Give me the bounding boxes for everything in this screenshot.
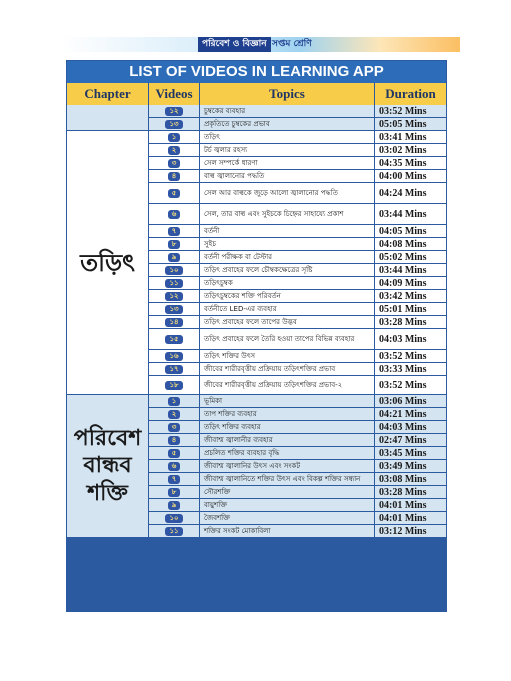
chapter-cell: তড়িৎ — [67, 131, 149, 395]
topic-cell: সেল সম্পর্কে ধারণা — [200, 157, 375, 169]
video-number-badge: ১৬ — [165, 352, 182, 361]
table-row — [149, 105, 446, 118]
table-row — [149, 460, 446, 473]
table-row — [149, 290, 446, 303]
duration-cell: 04:03 Mins — [375, 329, 446, 349]
duration-cell: 04:21 Mins — [375, 408, 446, 420]
video-number-badge: ২ — [168, 146, 181, 155]
duration-cell: 04:05 Mins — [375, 225, 446, 237]
topic-cell: তড়িৎ প্রবাহের ফলে তৈরি হওয়া তাপের বিভিন্ন ব্যবহার — [200, 329, 375, 349]
video-number-badge: ১৭ — [165, 365, 182, 374]
video-number-badge: ১০ — [165, 514, 182, 523]
duration-cell: 04:09 Mins — [375, 277, 446, 289]
video-number-badge: ৯ — [168, 501, 181, 510]
table-row — [149, 473, 446, 486]
table-row — [149, 395, 446, 408]
duration-cell: 03:42 Mins — [375, 290, 446, 302]
video-number-badge: ৪ — [168, 436, 181, 445]
video-number-badge: ১ — [168, 397, 181, 406]
topic-cell: জীবাশ্ম জ্বালানির উৎস এবং সংকট — [200, 460, 375, 472]
duration-cell: 03:44 Mins — [375, 204, 446, 224]
video-number-cell — [149, 251, 200, 263]
video-number-badge: ৭ — [168, 227, 181, 236]
table-row — [149, 170, 446, 183]
table-row — [149, 363, 446, 376]
table-row — [149, 486, 446, 499]
duration-cell: 02:47 Mins — [375, 434, 446, 446]
video-number-cell — [149, 486, 200, 498]
video-number-badge: ৬ — [168, 210, 181, 219]
topic-cell: জীবের শারীরবৃত্তীয় প্রক্রিয়ায় তড়িৎশক্তির প্রভাব — [200, 363, 375, 375]
duration-cell: 03:52 Mins — [375, 105, 446, 117]
topic-cell: তড়িৎচুম্বকের শক্তি পরিবর্তন — [200, 290, 375, 302]
subject-tag: পরিবেশ ও বিজ্ঞান — [198, 37, 271, 52]
video-number-badge: ১২ — [165, 292, 182, 301]
table-row — [149, 303, 446, 316]
table-row — [149, 157, 446, 170]
topic-cell: বায়ুশক্তি — [200, 499, 375, 511]
video-list-table — [66, 60, 447, 612]
topic-cell: তড়িৎ প্রবাহের ফলে তাপের উদ্ভব — [200, 316, 375, 328]
video-number-badge: ৪ — [168, 172, 181, 181]
video-number-badge: ৮ — [168, 240, 181, 249]
video-number-cell — [149, 238, 200, 250]
video-number-cell — [149, 408, 200, 420]
topic-cell: সেল আর বাল্বকে জুড়ে আলো জ্বালানোর পদ্ধতি — [200, 183, 375, 203]
topic-cell: জীবাশ্ম জ্বালানিতে শক্তির উৎস এবং বিকল্প শক্তির সন্ধান — [200, 473, 375, 485]
table-row — [149, 512, 446, 525]
duration-cell: 04:24 Mins — [375, 183, 446, 203]
table-row — [149, 447, 446, 460]
video-number-cell — [149, 225, 200, 237]
table-row — [149, 329, 446, 350]
topic-cell: বর্তনী পরীক্ষক বা টেস্টার — [200, 251, 375, 263]
video-number-cell — [149, 421, 200, 433]
duration-cell: 04:00 Mins — [375, 170, 446, 182]
video-number-badge: ১৩ — [165, 305, 182, 314]
chapter-cell: পরিবেশ বান্ধব শক্তি — [67, 395, 149, 538]
video-number-cell — [149, 316, 200, 328]
topic-cell: জীবাশ্ম জ্বালানীর ব্যবহার — [200, 434, 375, 446]
video-number-cell — [149, 290, 200, 302]
duration-cell: 03:49 Mins — [375, 460, 446, 472]
duration-cell: 03:28 Mins — [375, 486, 446, 498]
topic-cell: চুম্বকের ব্যবহার — [200, 105, 375, 117]
video-number-badge: ১৩ — [165, 120, 182, 129]
duration-cell: 03:12 Mins — [375, 525, 446, 537]
video-number-badge: ৮ — [168, 488, 181, 497]
video-number-badge: ৩ — [168, 159, 181, 168]
table-row — [149, 144, 446, 157]
video-number-cell — [149, 329, 200, 349]
topic-cell: বর্তনীতে LED-এর ব্যবহার — [200, 303, 375, 315]
video-number-badge: ৫ — [168, 449, 181, 458]
table-row — [149, 225, 446, 238]
video-number-cell — [149, 395, 200, 407]
video-number-badge: ১ — [168, 133, 181, 142]
video-number-badge: ১৫ — [165, 335, 182, 344]
duration-cell: 05:02 Mins — [375, 251, 446, 263]
video-number-cell — [149, 499, 200, 511]
video-number-badge: ১০ — [165, 266, 182, 275]
video-number-cell — [149, 303, 200, 315]
video-number-badge: ১১ — [165, 279, 182, 288]
duration-cell: 04:03 Mins — [375, 421, 446, 433]
table-row — [149, 183, 446, 204]
duration-cell: 04:08 Mins — [375, 238, 446, 250]
column-header-duration: Duration — [375, 83, 446, 105]
video-number-badge: ৭ — [168, 475, 181, 484]
topic-cell: বর্তনী — [200, 225, 375, 237]
video-number-cell — [149, 363, 200, 375]
class-label: সপ্তম শ্রেণি — [272, 39, 312, 49]
video-number-badge: ৩ — [168, 423, 181, 432]
video-number-cell — [149, 183, 200, 203]
topic-cell: বাল্ব জ্বালানোর পদ্ধতি — [200, 170, 375, 182]
topic-cell: টর্চ জ্বলার রহস্য — [200, 144, 375, 156]
video-number-cell — [149, 512, 200, 524]
video-number-cell — [149, 473, 200, 485]
duration-cell: 03:33 Mins — [375, 363, 446, 375]
table-row — [149, 277, 446, 290]
video-number-cell — [149, 460, 200, 472]
video-number-cell — [149, 105, 200, 117]
table-row — [149, 264, 446, 277]
topic-cell: জৈবশক্তি — [200, 512, 375, 524]
table-row — [149, 131, 446, 144]
video-number-badge: ১৮ — [165, 381, 182, 390]
duration-cell: 04:01 Mins — [375, 512, 446, 524]
table-row — [149, 525, 446, 538]
table-row — [149, 434, 446, 447]
topic-cell: সুইচ — [200, 238, 375, 250]
duration-cell: 04:01 Mins — [375, 499, 446, 511]
duration-cell: 03:06 Mins — [375, 395, 446, 407]
column-header-chapter: Chapter — [67, 83, 149, 105]
video-number-cell — [149, 131, 200, 143]
duration-cell: 03:45 Mins — [375, 447, 446, 459]
video-number-badge: ৫ — [168, 189, 181, 198]
duration-cell: 05:05 Mins — [375, 118, 446, 130]
table-row — [149, 316, 446, 329]
topic-cell: তড়িৎ শক্তির উৎস — [200, 350, 375, 362]
chapter-cell — [67, 105, 149, 131]
topic-cell: প্রচলিত শক্তির ব্যবহার বৃদ্ধি — [200, 447, 375, 459]
table-row — [149, 350, 446, 363]
duration-cell: 03:41 Mins — [375, 131, 446, 143]
table-row — [149, 238, 446, 251]
video-number-cell — [149, 170, 200, 182]
video-number-cell — [149, 144, 200, 156]
topic-cell: প্রকৃতিতে চুম্বকের প্রভাব — [200, 118, 375, 130]
topic-cell: তড়িৎ শক্তির ব্যবহার — [200, 421, 375, 433]
video-number-cell — [149, 447, 200, 459]
video-number-cell — [149, 525, 200, 537]
duration-cell: 03:02 Mins — [375, 144, 446, 156]
video-number-badge: ১৪ — [165, 318, 182, 327]
video-number-badge: ১২ — [165, 107, 182, 116]
video-number-cell — [149, 277, 200, 289]
duration-cell: 04:35 Mins — [375, 157, 446, 169]
topic-cell: তড়িৎ — [200, 131, 375, 143]
topic-cell: সেল, তার বাল্ব এবং সুইচকে চিহ্নের সাহায্যে প্রকাশ — [200, 204, 375, 224]
table-row — [149, 251, 446, 264]
duration-cell: 05:01 Mins — [375, 303, 446, 315]
duration-cell: 03:44 Mins — [375, 264, 446, 276]
topic-cell: জীবের শারীরবৃত্তীয় প্রক্রিয়ায় তড়িৎশক্তির প্রভাব-২ — [200, 376, 375, 394]
topic-cell: তড়িৎ প্রবাহের ফলে চৌম্বকক্ষেত্রের সৃষ্টি — [200, 264, 375, 276]
video-number-badge: ৯ — [168, 253, 181, 262]
duration-cell: 03:28 Mins — [375, 316, 446, 328]
video-number-badge: ৬ — [168, 462, 181, 471]
video-number-cell — [149, 350, 200, 362]
video-number-cell — [149, 204, 200, 224]
duration-cell: 03:52 Mins — [375, 376, 446, 394]
video-number-cell — [149, 434, 200, 446]
video-number-badge: ১১ — [165, 527, 182, 536]
column-header-topics: Topics — [200, 83, 375, 105]
video-number-cell — [149, 376, 200, 394]
table-title: LIST OF VIDEOS IN LEARNING APP — [67, 61, 446, 83]
column-header-videos: Videos — [149, 83, 200, 105]
topic-cell: তাপ শক্তির ব্যবহার — [200, 408, 375, 420]
topic-cell: শক্তির সংকট মোকাবিলা — [200, 525, 375, 537]
video-number-cell — [149, 264, 200, 276]
topic-cell: ভূমিকা — [200, 395, 375, 407]
table-row — [149, 204, 446, 225]
duration-cell: 03:08 Mins — [375, 473, 446, 485]
video-number-badge: ২ — [168, 410, 181, 419]
topic-cell: তড়িৎচুম্বক — [200, 277, 375, 289]
table-row — [149, 118, 446, 131]
table-row — [149, 499, 446, 512]
table-row — [149, 421, 446, 434]
duration-cell: 03:52 Mins — [375, 350, 446, 362]
video-number-cell — [149, 157, 200, 169]
topic-cell: সৌরশক্তি — [200, 486, 375, 498]
table-row — [149, 376, 446, 395]
video-number-cell — [149, 118, 200, 130]
table-row — [149, 408, 446, 421]
